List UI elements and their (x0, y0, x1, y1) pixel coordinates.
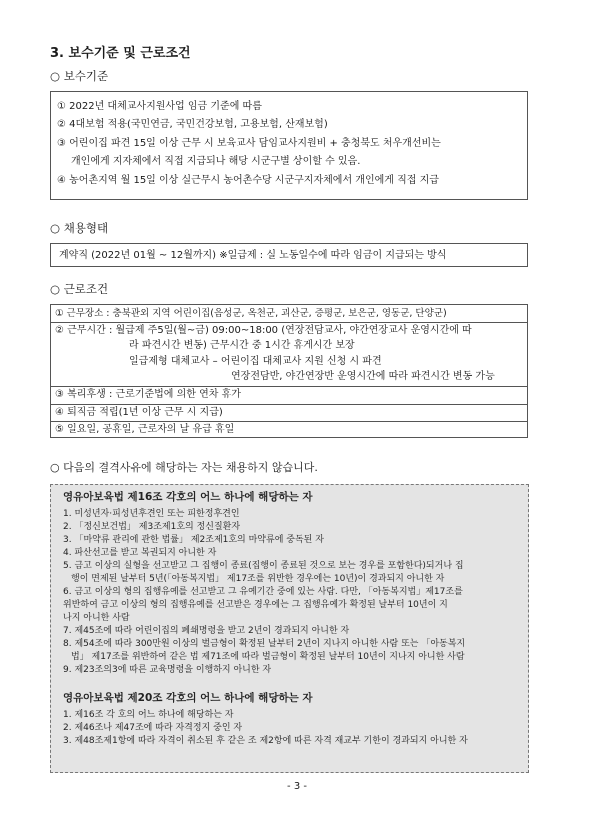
pay-heading: ○ 보수기준 (50, 69, 109, 83)
law16-line: 1. 미성년자·피성년후견인 또는 피한정후견인 (63, 509, 240, 519)
conditions-row: ② 근무시간 : 월급제 주5일(월~금) 09:00~18:00 (연장전담교사, 야간연장교사 운영시간에 따 라 파견시간 변동) 근무시간 중 1시간 휴게시간 보장 일급제형 대체교사 – 어린이집 대체교사 지원 신청 시 파견 연장전담반, 야간연장반 운영시간에 따라 파견시간 변동 가능 (51, 322, 527, 387)
employment-heading: ○ 채용형태 (50, 221, 109, 235)
section-title: 3. 보수기준 및 근로조건 (50, 46, 191, 61)
pay-item: ④ 농어촌지역 월 15일 이상 실근무시 농어촌수당 시군구지자체에서 개인에게 직접 지급 (57, 175, 439, 186)
conditions-box (50, 304, 528, 438)
employment-box (50, 243, 528, 267)
law16-line: 6. 금고 이상의 형의 집행유예를 선고받고 그 유예기간 중에 있는 사람. 다만, 「아동복지법」제17조를 (63, 587, 463, 597)
employment-text: 계약직 (2022년 01월 ~ 12월까지) ※일급제 : 실 노동일수에 따라 임금이 지급되는 방식 (59, 250, 447, 261)
law16-title: 영유아보육법 제16조 각호의 어느 하나에 해당하는 자 (63, 491, 313, 503)
pay-item: ② 4대보험 적용(국민연금, 국민건강보험, 고용보험, 산재보험) (57, 119, 328, 130)
conditions-row: ④ 퇴직금 적립(1년 이상 근무 시 지급) (51, 404, 527, 422)
law20-title: 영유아보육법 제20조 각호의 어느 하나에 해당하는 자 (63, 692, 313, 704)
page-number: - 3 - (287, 781, 307, 792)
conditions-heading: ○ 근로조건 (50, 282, 109, 296)
law16-line: 법」 제17조를 위반하여 같은 법 제71조에 따라 벌금형이 확정된 날부터 10년이 지나지 아니한 사람 (71, 652, 465, 662)
disqualify-intro: ○ 다음의 결격사유에 해당하는 자는 채용하지 않습니다. (50, 461, 318, 474)
law16-line: 9. 제23조의3에 따른 교육명령을 이행하지 아니한 자 (63, 665, 272, 675)
pay-box (50, 91, 528, 200)
law16-line: 위반하여 금고 이상의 형의 집행유예를 선고받은 경우에는 그 집행유예가 확정된 날부터 10년이 지 (63, 600, 448, 610)
law16-line: 2. 「정신보건법」 제3조제1호의 정신질환자 (63, 522, 241, 532)
law16-line: 3. 「마약류 관리에 관한 법률」 제2조제1호의 마약류에 중독된 자 (63, 535, 324, 545)
pay-item: ③ 어린이집 파견 15일 이상 근무 시 보육교사 담임교사지원비 + 충청북도 처우개선비는 (57, 138, 441, 149)
law16-line: 8. 제54조에 따라 300만원 이상의 벌금형이 확정된 날부터 2년이 지나지 아니한 사람 또는 「아동복지 (63, 639, 466, 649)
law20-line: 1. 제16조 각 호의 어느 하나에 해당하는 자 (63, 710, 234, 720)
conditions-row: ① 근무장소 : 충북관외 지역 어린이집(음성군, 옥천군, 괴산군, 증평군, 보은군, 영동군, 단양군) (51, 305, 527, 323)
law16-line: 5. 금고 이상의 실형을 선고받고 그 집행이 종료(집행이 종료된 것으로 보는 경우를 포함한다)되거나 집 (63, 561, 464, 571)
conditions-row: ⑤ 일요일, 공휴일, 근로자의 날 유급 휴일 (55, 424, 235, 435)
conditions-row: ③ 복리후생 : 근로기준법에 의한 연차 휴가 (51, 386, 527, 405)
law20-line: 2. 제46조나 제47조에 따라 자격정지 중인 자 (63, 723, 243, 733)
law16-line: 나지 아니한 사람 (63, 613, 130, 623)
law20-line: 3. 제48조제1항에 따라 자격이 취소된 후 같은 조 제2항에 따른 자격 재교부 기한이 경과되지 아니한 자 (63, 736, 468, 746)
law16-line: 행이 면제된 날부터 5년(「아동복지법」 제17조를 위반한 경우에는 10년)이 경과되지 아니한 자 (71, 574, 445, 584)
law16-line: 4. 파산선고를 받고 복권되지 아니한 자 (63, 548, 217, 558)
disqualification-box (50, 484, 529, 773)
law16-line: 7. 제45조에 따라 어린이집의 폐쇄명령을 받고 2년이 경과되지 아니한 자 (63, 626, 350, 636)
pay-item: ① 2022년 대체교사지원사업 임금 기준에 따름 (57, 101, 262, 112)
pay-item: 개인에게 지자체에서 직접 지급되나 해당 시군구별 상이할 수 있음. (71, 156, 361, 167)
